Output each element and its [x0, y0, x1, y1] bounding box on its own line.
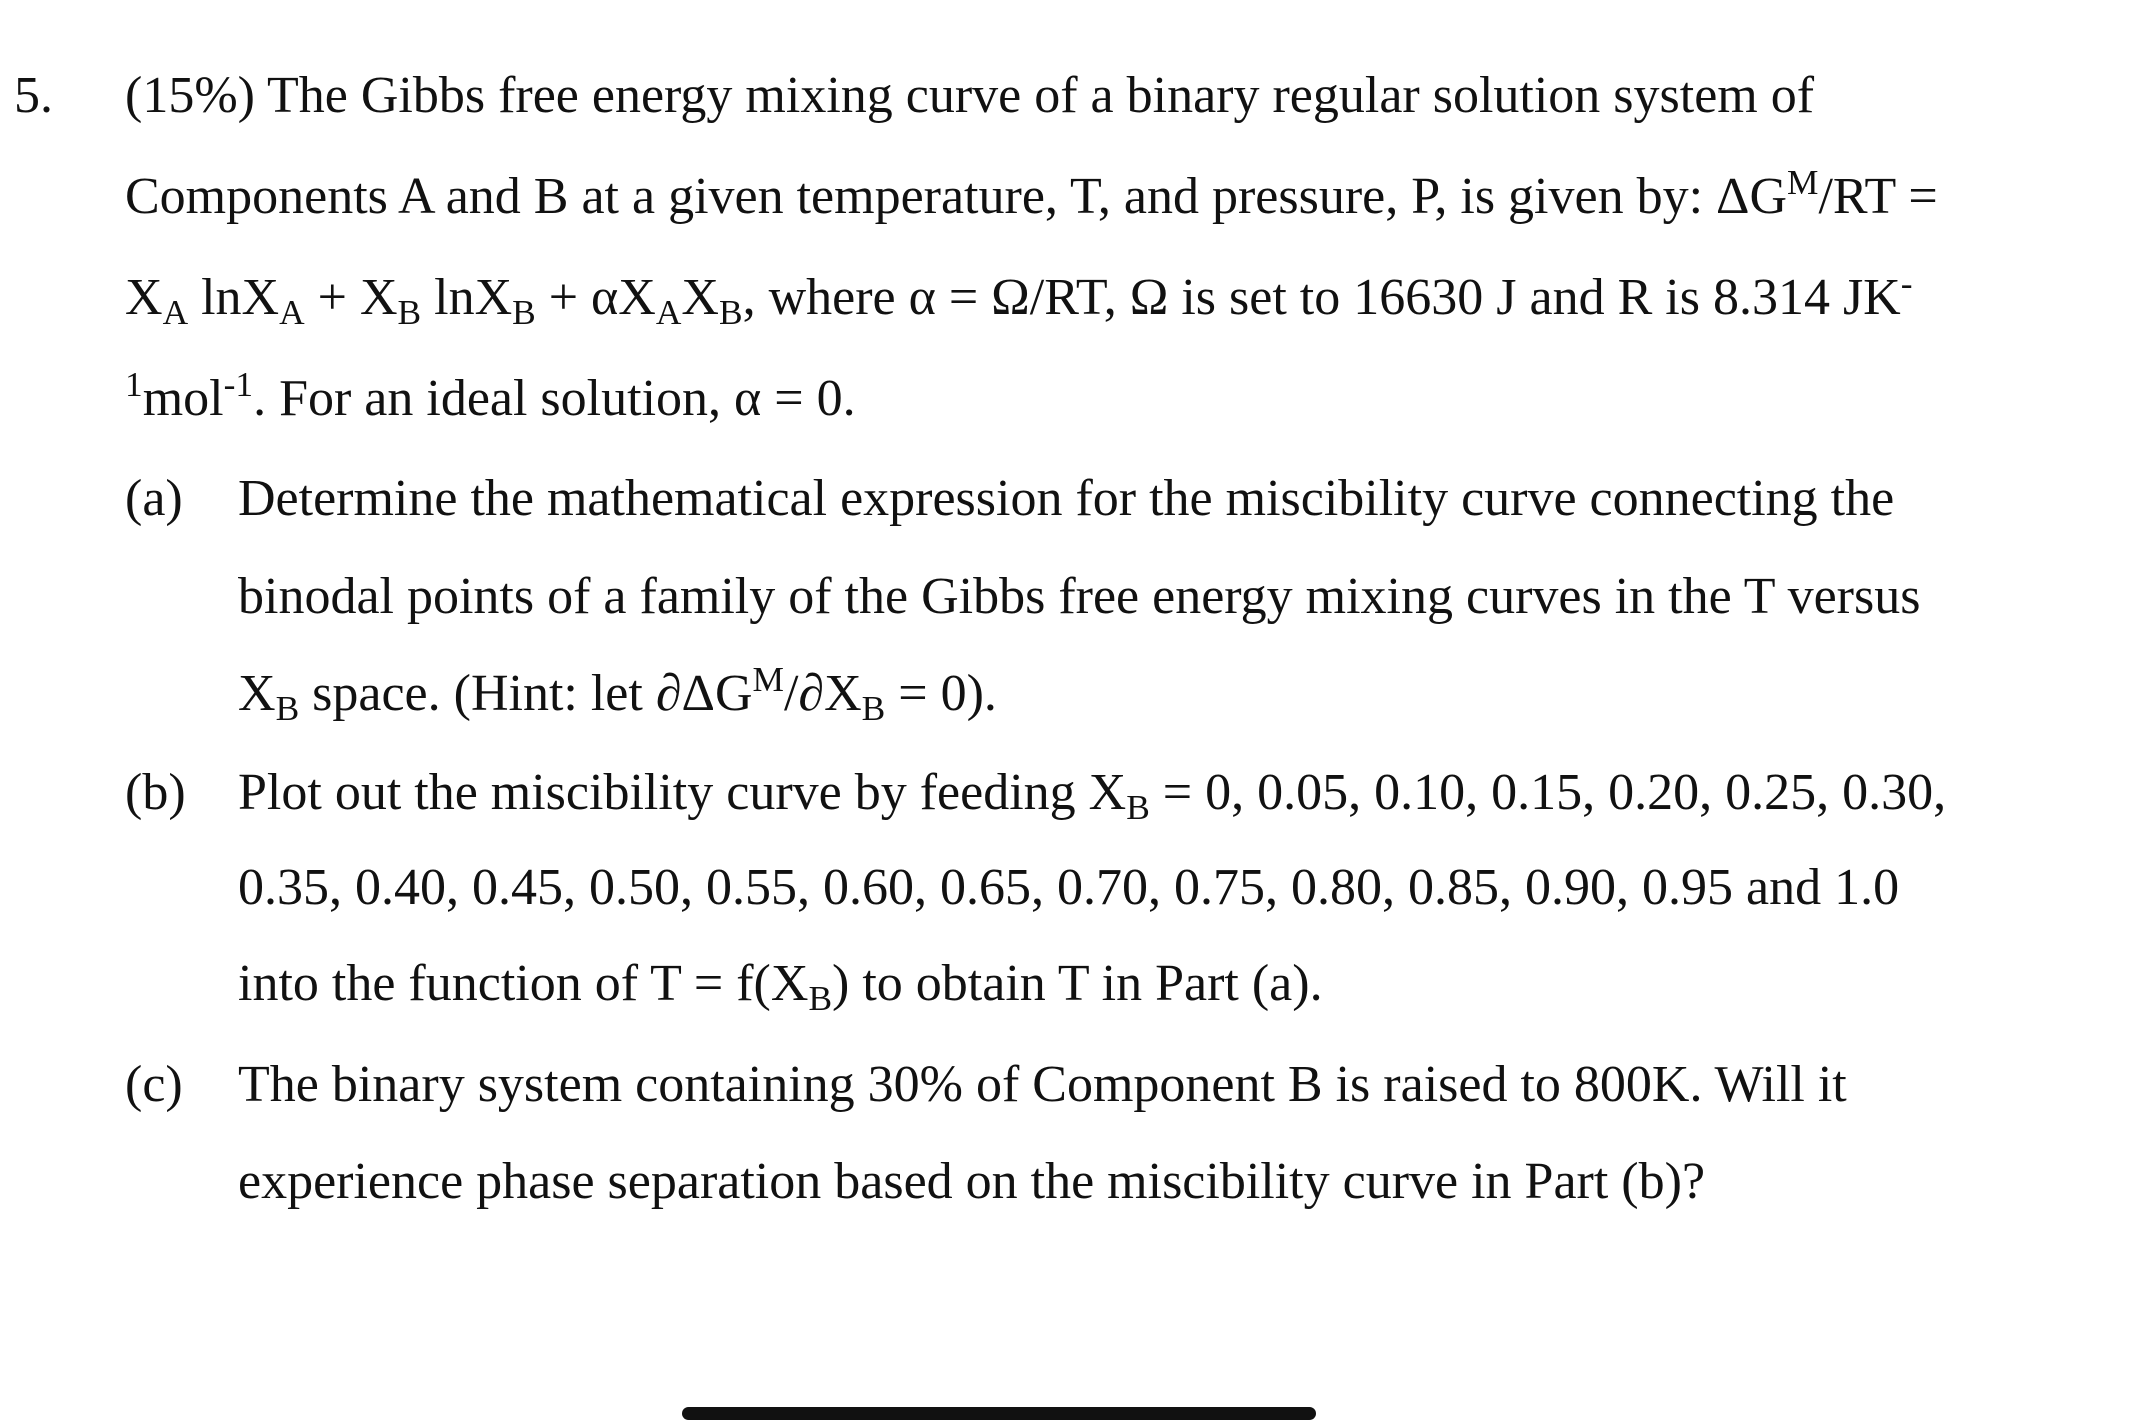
stem-t5: X — [681, 269, 719, 326]
stem-l4-sup2: -1 — [223, 363, 254, 404]
stem-t4-sub: A — [655, 291, 682, 332]
part-b-line-1 — [238, 763, 1947, 827]
stem-t1: lnX — [188, 269, 280, 326]
stem-line-2 — [125, 161, 1938, 227]
part-a-x: X — [238, 665, 276, 722]
part-c-line-2: experience phase separation based on the miscibility curve in Part (b)? — [238, 1153, 1706, 1210]
part-a-label: (a) — [125, 470, 183, 527]
stem-t1-sub: A — [279, 291, 305, 332]
question-percent: (15%) — [125, 67, 255, 124]
part-a-deriv: /∂X — [783, 665, 862, 722]
stem-t2: + X — [304, 269, 398, 326]
part-b-sub-3: B — [808, 977, 833, 1018]
stem-t4: + αX — [535, 269, 656, 326]
part-b-text-3b: ) to obtain T in Part (a). — [832, 955, 1323, 1012]
part-a-deriv-sub: B — [861, 687, 886, 728]
stem-text-1: The Gibbs free energy mixing curve of a binary regular solution system of — [267, 67, 1815, 124]
stem-t2-sub: B — [397, 291, 422, 332]
part-b-text-3a: into the function of T = f(X — [238, 955, 809, 1012]
stem-line-1 — [125, 66, 1814, 126]
part-b-text-1b: = 0, 0.05, 0.10, 0.15, 0.20, 0.25, 0.30, — [1149, 764, 1947, 821]
part-b-text-1a: Plot out the miscibility curve by feeding X — [238, 764, 1127, 821]
stem-x1-sub: A — [162, 291, 189, 332]
stem-line-3 — [125, 262, 1913, 332]
part-b-line-3 — [238, 954, 1323, 1018]
stem-l4-t1: mol — [142, 370, 224, 427]
stem-sup-m: M — [1787, 161, 1819, 202]
part-a-line-2: binodal points of a family of the Gibbs free energy mixing curves in the T versus — [238, 568, 1921, 625]
stem-t6: , where α = Ω/RT, Ω is set to 16630 J and R is 8.314 JK — [742, 269, 1901, 326]
part-c-line-1: The binary system containing 30% of Component B is raised to 800K. Will it — [238, 1056, 1847, 1113]
stem-t5-sub: B — [718, 291, 743, 332]
part-a-x-sub: B — [275, 687, 300, 728]
stem-x1: X — [125, 269, 163, 326]
stem-t6-sup: - — [1900, 262, 1913, 303]
part-b-sub-1: B — [1126, 786, 1150, 827]
part-a-sup-m: M — [752, 658, 784, 699]
part-b-line-2: 0.35, 0.40, 0.45, 0.50, 0.55, 0.60, 0.65, 0.70, 0.75, 0.80, 0.85, 0.90, 0.95 and 1.0 — [238, 859, 1900, 916]
part-a-line-3 — [238, 658, 997, 728]
part-a-end: = 0). — [885, 665, 997, 722]
stem-l4-sup1: 1 — [125, 363, 143, 404]
part-c-label: (c) — [125, 1056, 183, 1113]
part-a-line-1: Determine the mathematical expression for the miscibility curve connecting the — [238, 470, 1895, 527]
stem-line-4 — [125, 363, 856, 429]
stem-l4-t2: . For an ideal solution, α = 0. — [253, 370, 856, 427]
stem-t3: lnX — [421, 269, 513, 326]
stem-text-2b: /RT = — [1818, 168, 1938, 225]
part-b-label: (b) — [125, 764, 186, 821]
stem-t3-sub: B — [512, 291, 536, 332]
question-number: 5. — [14, 67, 53, 124]
stem-text-2a: Components A and B at a given temperature, T, and pressure, P, is given by: ΔG — [125, 168, 1788, 225]
part-a-hint: space. (Hint: let ∂ΔG — [299, 665, 753, 722]
